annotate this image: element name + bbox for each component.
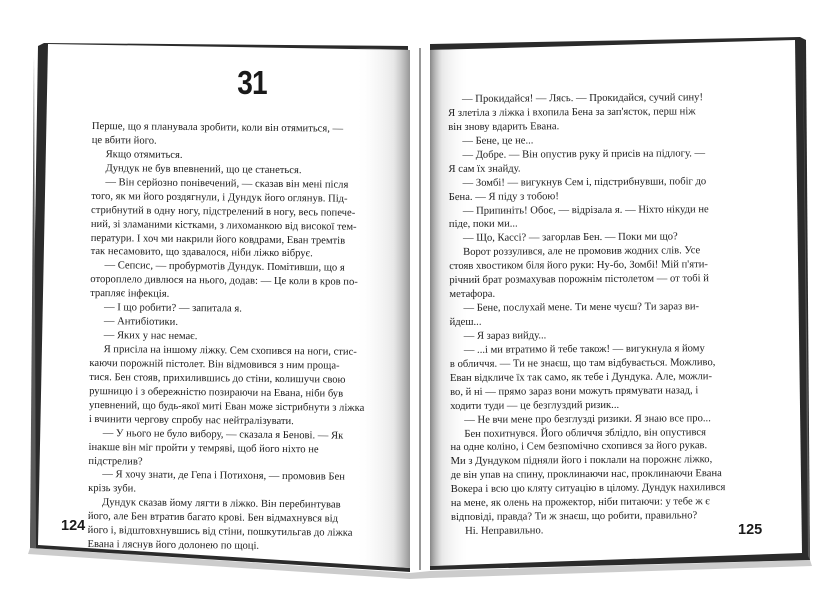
text-line: ний, зі зламаними кістками, з лихоманкою від високої тем- (90, 218, 357, 233)
text-line: піде, поки ми... (448, 218, 518, 231)
text-line: його, але Бен втратив багато крові. Бен відмахнувся від (87, 511, 339, 525)
text-line: каючи порожній пістолет. Він відмовився з ним проща- (89, 357, 340, 372)
text-line: стояв хвостиком біля його руки: Ну-бо, Зомбі! Мій п'яти- (449, 259, 708, 273)
text-line: — Добре. — Він опустив руку й присів на підлогу. — (462, 147, 706, 161)
text-line: йдеш... (449, 316, 482, 328)
text-line: підстрелив? (88, 455, 143, 468)
text-line: — Я хочу знати, де Гепа і Потихоня, — промовив Бен (102, 469, 345, 484)
text-line: Ні. Неправильно. (465, 525, 544, 537)
text-line: Ми з Дундуком підняли його і поклали на порожнє ліжко, (450, 454, 713, 468)
text-line: ходити туди — це безглуздий ризик... (450, 399, 620, 412)
text-line: де він упав на спину, проклинаючи нас, проклинаючи Евана (450, 468, 722, 482)
text-line: стрибнутий в одну ногу, підстрелений в ногу, весь попече- (90, 204, 356, 219)
text-line: — Він серйозно понівечений, — сказав він мені після (105, 176, 349, 191)
text-line: ператури. І хоч ми накрили його ковдрами, Еван тремтів (90, 232, 346, 247)
right-page-number: 125 (738, 522, 763, 538)
text-line: так несамовито, що здавалося, ніби ліжко вібрує. (90, 246, 313, 260)
text-line: Перше, що я планувала зробити, коли він отямиться, — (91, 120, 344, 135)
text-line: в обличчя. — Ти не знаєш, що там відбувається. Можливо, (449, 356, 716, 370)
text-line: — Що, Кассі? — загорлав Бен. — Поки ми що? (462, 231, 678, 245)
text-line: Я злетіла з ліжка і вхопила Бена за зап'ясток, перш ніж (448, 106, 696, 119)
text-line: тися. Бен стояв, прихилившись до стіни, колишучи свою (89, 371, 346, 386)
text-line: — Бене, послухай мене. Ти мене чуєш? Ти зараз ви- (463, 301, 700, 314)
text-line: того, як ми його роздягнули, і Дундук його оглянув. Під- (91, 190, 348, 205)
text-line: отороплело дивлюся на нього, додав: — Це коли в кров по- (90, 274, 358, 289)
text-line: Дундук не був впевнений, що це станеться. (105, 162, 302, 177)
text-line: метафора. (449, 288, 496, 301)
left-page-number: 124 (61, 518, 86, 534)
left-page-text (87, 120, 378, 555)
text-line: — У нього не було вибору, — сказала я Бенові. — Як (102, 427, 344, 442)
text-line: і вчинити чергову спробу нас нейтралізувати. (88, 413, 294, 427)
text-line: — Я зараз вийду... (463, 330, 547, 342)
text-line: Дундук сказав йому лягти в ліжко. Він перебинтував (101, 497, 341, 511)
text-line: — ...і ми втратимо й тебе також! — вигукнула я йому (463, 343, 705, 356)
text-line: це вбити його. (91, 134, 157, 147)
text-line: — Сепсис, — пробурмотів Дундук. Помітивши, що я (104, 260, 345, 275)
text-line: — Яких у нас немає. (103, 330, 198, 343)
text-line: Вокера і всю цю кляту ситуацію в цілому. Дундук нахилився (450, 482, 726, 496)
text-line: упевнений, що будь-якої миті Еван може зістрибнути з ліжка (88, 399, 365, 414)
text-line: Бен похитнувся. Його обличчя зблідло, він опустився (464, 426, 706, 440)
text-line: Еван відкличе їх так само, як тебе і Дундука. Але, можли- (449, 370, 713, 384)
text-line: во, й ні — прямо зараз вони можуть прямувати назад, і (450, 384, 699, 398)
text-line: на мене, як олень на прожектор, ніби питаючи: у тебе ж є (450, 496, 710, 510)
text-line: Ворот роззулився, але не промовив жодних слів. Усе (463, 245, 701, 259)
text-line: — Антибіотики. (103, 316, 179, 329)
text-line: відповіді, правда? Ти ж знаєш, що робити, правильно? (450, 510, 698, 524)
text-line: рушницю і з обережністю позираючи на Евана, ніби був (89, 385, 344, 400)
text-line: Я сам їх знайду. (448, 163, 521, 175)
text-line: Я присіла на іншому ліжку. Сем схопився на ноги, стис- (103, 344, 357, 358)
text-line: його і, відштовхнувшись від стіни, пошкутильгав до ліжка (87, 525, 353, 539)
text-line: він знову вдарить Евана. (448, 121, 560, 133)
text-line: — Бене, це не... (462, 135, 534, 147)
text-line: Евана і ляснув його долонею по щоці. (87, 539, 260, 552)
text-line: річний брат розмахував порожнім пістолетом — от тобі й (449, 273, 709, 287)
text-line: на одне коліно, і Сем безпомічно схопився за його рукав. (450, 440, 708, 454)
text-line: крізь зуби. (88, 483, 137, 495)
text-line: Бена. — Я піду з тобою! (448, 190, 559, 203)
right-page-text (448, 91, 733, 539)
text-line: — Прокидайся! — Лясь. — Прокидайся, сучий сину! (462, 92, 703, 105)
text-line: — Зомбі! — вигукнув Сем і, підстрибнувши, побіг до (462, 175, 707, 189)
text-line: — І що робити? — запитала я. (103, 302, 242, 315)
text-line: інакше він міг пройти у темряві, щоб його ніхто не (88, 441, 319, 455)
chapter-number: 31 (237, 64, 267, 101)
text-line: — Припиніть! Обоє, — відрізала я. — Ніхто нікуди не (462, 203, 709, 217)
text-line: — Не вчи мене про безглузді ризики. Я знаю все про... (464, 412, 711, 426)
text-line: Якщо отямиться. (105, 149, 183, 161)
text-line: трапляє інфекція. (90, 288, 170, 301)
